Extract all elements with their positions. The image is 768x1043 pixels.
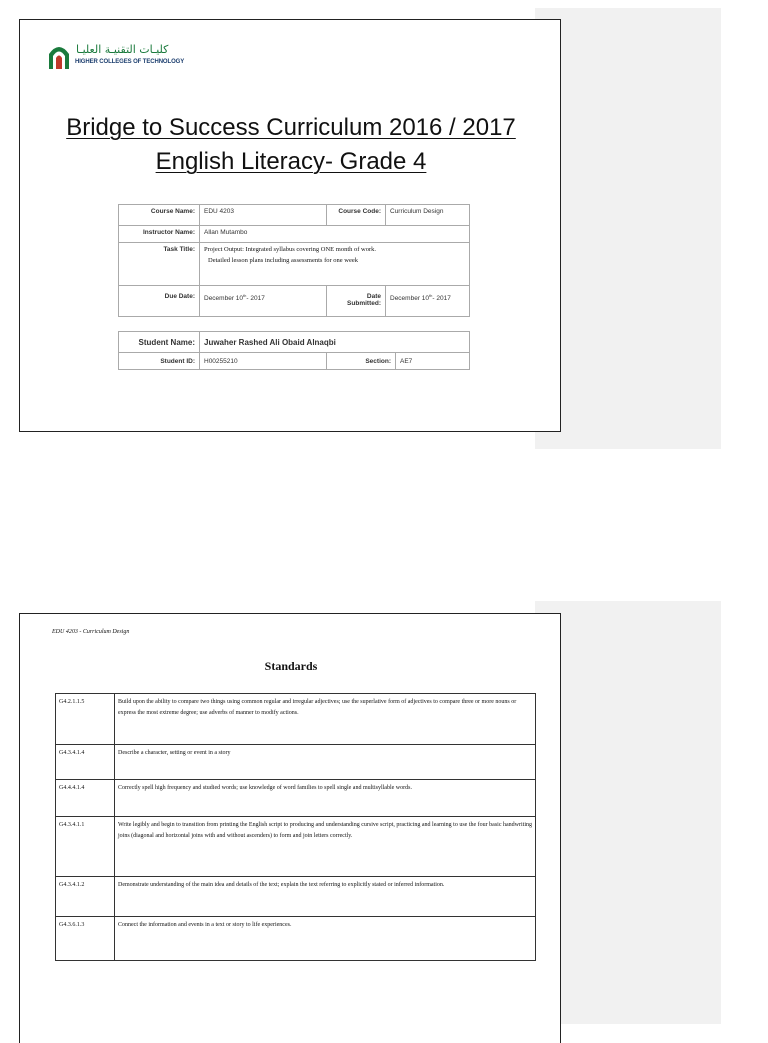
student-name-value: Juwaher Rashed Ali Obaid Alnaqbi [200, 332, 470, 353]
task-title-label: Task Title: [119, 243, 200, 286]
date-submitted-label-1: Date [366, 293, 381, 300]
table-row [56, 877, 536, 917]
page-header: EDU 4203 - Curriculum Design [52, 629, 130, 635]
instructor-value: Allan Mutambo [200, 226, 470, 243]
student-id-value: H00255210 [200, 353, 327, 370]
standard-code: G4.3.4.1.1 [56, 817, 115, 877]
standard-code: G4.3.6.1.3 [56, 917, 115, 961]
due-date-day: December 10 [204, 295, 244, 303]
course-code-label: Course Code: [327, 205, 386, 226]
due-date-year: - 2017 [246, 295, 265, 303]
table-row [56, 817, 536, 877]
date-submitted-day: December 10 [390, 295, 430, 303]
standard-code: G4.3.4.1.2 [56, 877, 115, 917]
standard-code: G4.3.4.1.4 [56, 745, 115, 780]
standard-text: Describe a character, setting or event in a story [115, 745, 536, 780]
standards-page [19, 613, 561, 1043]
standard-text: Write legibly and begin to transition from printing the English script to producing and understanding cursive script, practicing and learning to use the four basic handwriting joins (diagonal and horizontal joins with and without ascenders) to form and join letters correctly. [115, 817, 536, 877]
task-title-value [200, 243, 470, 286]
course-name-value: EDU 4203 [200, 205, 327, 226]
standards-table [55, 693, 536, 961]
standard-text: Connect the information and events in a text or story to life experiences. [115, 917, 536, 961]
course-name-label: Course Name: [119, 205, 200, 226]
due-date-value [200, 286, 327, 317]
standard-text: Build upon the ability to compare two things using common regular and irregular adjectives; use the superlative form of adjectives to compare three or more nouns or express the most extreme degree; use adverbs of manner to modify actions. [115, 694, 536, 745]
hct-logo [47, 40, 207, 74]
table-row [119, 243, 470, 286]
date-submitted-year: - 2017 [432, 295, 451, 303]
standard-code: G4.4.4.1.4 [56, 780, 115, 817]
table-row [56, 780, 536, 817]
table-row [119, 353, 470, 370]
date-submitted-value [386, 286, 470, 317]
table-row [56, 694, 536, 745]
date-submitted-label [327, 286, 386, 317]
table-row [119, 286, 470, 317]
hct-emblem-icon [47, 42, 71, 70]
section-label: Section: [327, 353, 396, 370]
instructor-label: Instructor Name: [119, 226, 200, 243]
table-row [119, 205, 470, 226]
course-info-table [118, 204, 470, 317]
table-row [119, 332, 470, 353]
student-name-label: Student Name: [119, 332, 200, 353]
logo-english-text: HIGHER COLLEGES OF TECHNOLOGY [75, 59, 185, 65]
document-title-line2: English Literacy- Grade 4 [155, 148, 427, 175]
date-submitted-label-2: Submitted: [347, 300, 381, 307]
table-row [56, 745, 536, 780]
document-title-line1: Bridge to Success Curriculum 2016 / 2017 [66, 114, 516, 141]
logo-arabic-text: كليـات التقنيـة العليـا [76, 43, 169, 56]
table-row [119, 226, 470, 243]
due-date-label: Due Date: [119, 286, 200, 317]
task-title-line2: Detailed lesson plans including assessments for one week [208, 257, 359, 264]
standards-heading: Standards [264, 659, 318, 673]
side-panel-bottom [535, 601, 721, 1024]
due-date-sup: th [243, 293, 247, 298]
side-panel-top [535, 8, 721, 449]
course-code-value: Curriculum Design [386, 205, 470, 226]
table-row [56, 917, 536, 961]
standard-text: Correctly spell high frequency and studied words; use knowledge of word families to spell single and multisyllable words. [115, 780, 536, 817]
standard-text: Demonstrate understanding of the main idea and details of the text; explain the text referring to explicitly stated or inferred information. [115, 877, 536, 917]
task-title-line1: Project Output: Integrated syllabus covering ONE month of work. [204, 246, 377, 253]
cover-page [19, 19, 561, 432]
standard-code: G4.2.1.1.5 [56, 694, 115, 745]
date-submitted-sup: th [429, 293, 433, 298]
student-id-label: Student ID: [119, 353, 200, 370]
student-info-table [118, 331, 470, 370]
section-value: AE7 [396, 353, 470, 370]
